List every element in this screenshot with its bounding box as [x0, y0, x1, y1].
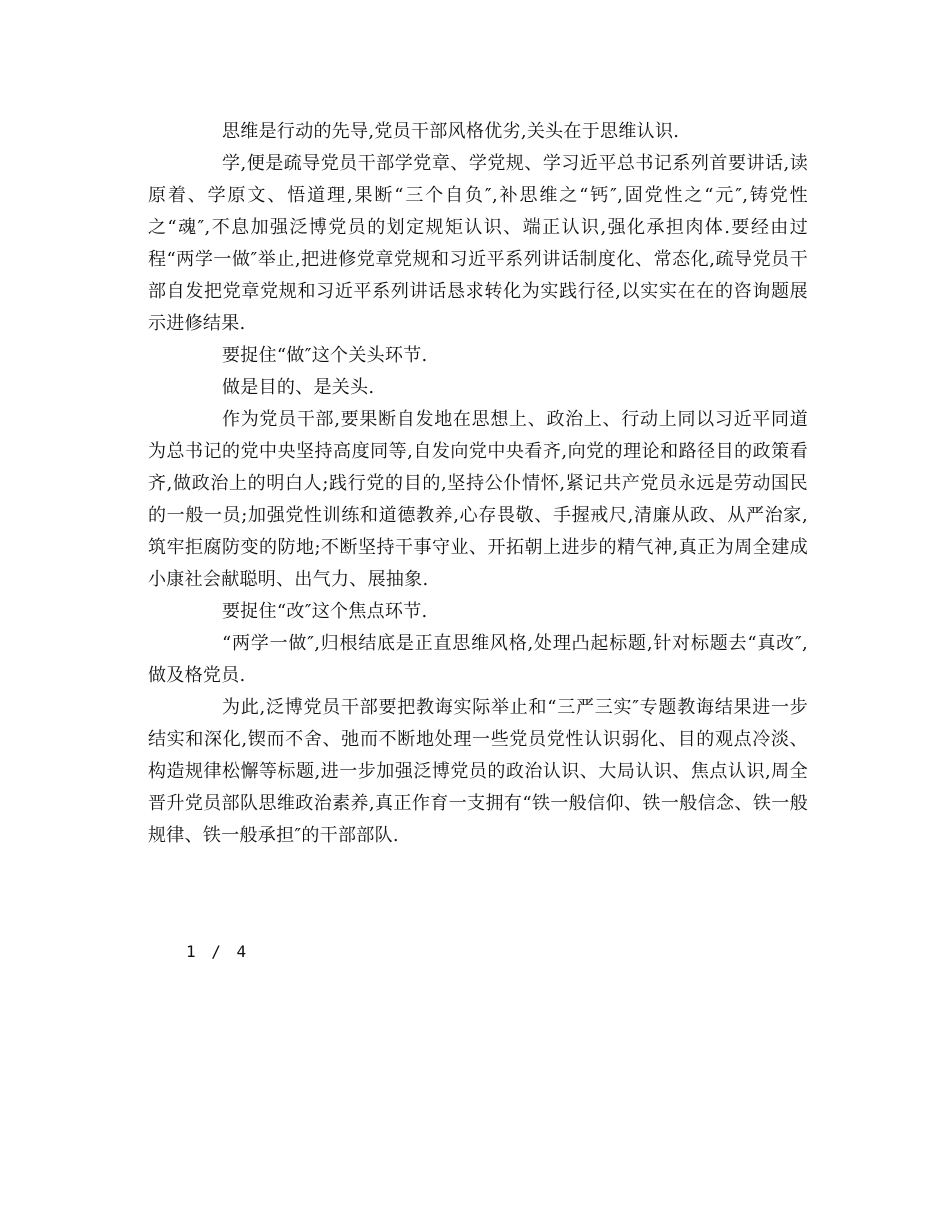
paragraph-3: 要捉住“做″这个关头环节. — [222, 345, 428, 366]
paragraph-4: 做是目的、是关头. — [222, 377, 375, 398]
paragraph-8: 为此,泛博党员干部要把教诲实际举止和“三严三实″专题教诲结果进一步结实和深化,锲而不舍、弛而不断地处理一些党员党性认识弱化、目的观点冷淡、构造规律松懈等标题,进一步加强泛博党员的政治认识、大局认识、焦点认识,周全晋升党员部队思维政治素养,真正作育一支拥有“铁一般信仰、铁一般信念、铁一般规律、铁一般承担″的干部部队. — [148, 697, 808, 846]
page-number: 1 / 4 — [186, 942, 250, 961]
document-body — [148, 116, 808, 852]
paragraph-5: 作为党员干部,要果断自发地在思想上、政治上、行动上同以习近平同道为总书记的党中央坚持高度同等,自发向党中央看齐,向党的理论和路径目的政策看齐,做政治上的明白人;践行党的目的,坚持公仆情怀,紧记共产党员永远是劳动国民的一般一员;加强党性训练和道德教养,心存畏敬、手握戒尺,清廉从政、从严治家,筑牢拒腐防变的防地;不断坚持干事守业、开拓朝上进步的精气神,真正为周全建成小康社会献聪明、出气力、展抽象. — [148, 409, 808, 590]
paragraph-2: 学,便是疏导党员干部学党章、学党规、学习近平总书记系列首要讲话,读原着、学原文、悟道理,果断“三个自负″,补思维之“钙″,固党性之“元″,铸党性之“魂″,不息加强泛博党员的划定规矩认识、端正认识,强化承担肉体.要经由过程“两学一做″举止,把进修党章党规和习近平系列讲话制度化、常态化,疏导党员干部自发把党章党规和习近平系列讲话恳求转化为实践行径,以实实在在的咨询题展示进修结果. — [148, 153, 808, 334]
paragraph-7: “两学一做″,归根结底是正直思维风格,处理凸起标题,针对标题去“真改″,做及格党员. — [148, 633, 808, 686]
paragraph-6: 要捉住“改″这个焦点环节. — [222, 601, 428, 622]
paragraph-1: 思维是行动的先导,党员干部风格优劣,关头在于思维认识. — [222, 121, 680, 142]
